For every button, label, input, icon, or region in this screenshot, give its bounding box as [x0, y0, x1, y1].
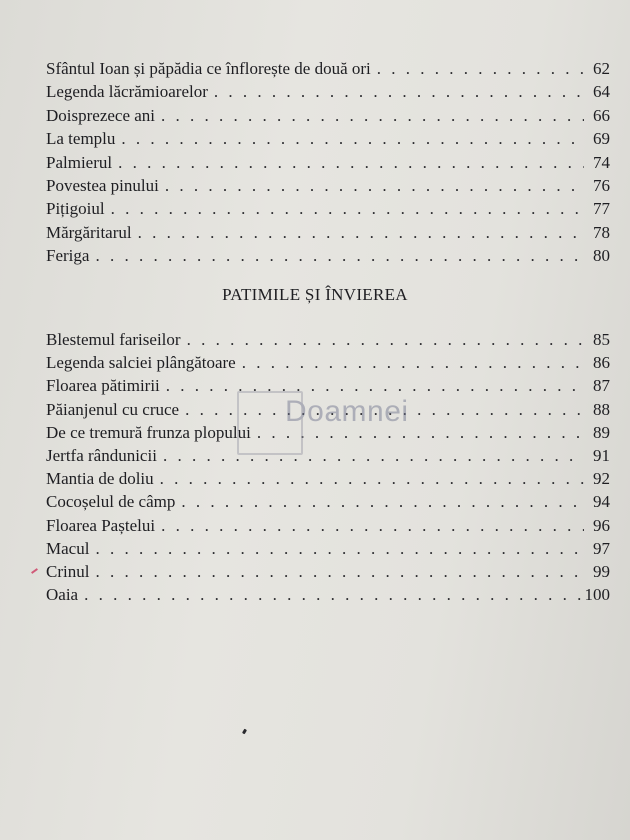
toc-entry-page: 66	[593, 105, 610, 125]
toc-entry-page: 80	[593, 246, 610, 266]
toc-entry	[46, 197, 610, 220]
toc-entry	[46, 351, 610, 374]
toc-entry-title: Blestemul fariseilor	[46, 330, 181, 349]
toc-entry-page: 64	[593, 82, 610, 102]
toc-entry-page: 89	[593, 422, 610, 442]
table-of-contents-upper	[46, 57, 610, 268]
dot-leader	[377, 57, 584, 80]
dot-leader	[242, 351, 584, 374]
dot-leader	[165, 174, 584, 197]
toc-entry-page: 91	[593, 445, 610, 465]
toc-entry	[46, 514, 610, 537]
dot-leader	[181, 490, 584, 513]
toc-entry	[46, 560, 610, 583]
toc-entry-title: Macul	[46, 538, 90, 558]
toc-entry	[46, 328, 610, 351]
dot-leader	[118, 151, 584, 174]
dot-leader	[95, 560, 584, 583]
dot-leader	[121, 127, 584, 150]
toc-entry-title: Sfântul Ioan și păpădia ce înflorește de două ori	[46, 59, 371, 78]
dot-leader	[257, 421, 584, 444]
toc-entry	[46, 583, 610, 606]
toc-entry-title: De ce tremură frunza plopului	[46, 422, 251, 442]
toc-entry-title: Pițigoiul	[46, 199, 105, 219]
toc-entry-title: Păianjenul cu cruce	[46, 399, 180, 419]
toc-entry	[46, 490, 610, 513]
table-of-contents-lower	[46, 328, 610, 606]
toc-entry-page: 62	[593, 59, 610, 78]
toc-entry-page: 77	[593, 199, 610, 219]
toc-entry	[46, 421, 610, 444]
dot-leader	[161, 514, 584, 537]
toc-entry-title: Feriga	[46, 246, 90, 266]
toc-entry	[46, 151, 610, 174]
toc-entry	[46, 174, 610, 197]
toc-entry	[46, 444, 610, 467]
toc-entry-page: 74	[593, 152, 610, 172]
section-heading: PATIMILE ȘI ÎNVIEREA	[222, 285, 408, 304]
toc-entry-page: 86	[593, 353, 610, 373]
pencil-mark	[31, 568, 38, 574]
toc-entry	[46, 244, 610, 267]
toc-entry-title: Floarea pătimirii	[46, 376, 160, 396]
toc-entry-title: La templu	[46, 129, 116, 149]
ink-speck	[242, 729, 247, 735]
dot-leader	[185, 398, 584, 421]
toc-entry-page: 94	[593, 492, 610, 512]
toc-entry	[46, 398, 610, 421]
toc-entry	[46, 221, 610, 244]
toc-entry-title: Floarea Paștelui	[46, 515, 156, 535]
toc-entry-page: 92	[593, 469, 610, 489]
toc-entry-title: Mantia de doliu	[46, 469, 154, 489]
dot-leader	[166, 374, 584, 397]
toc-entry-title: Legenda salciei plângătoare	[46, 353, 236, 373]
toc-entry-page: 85	[593, 330, 610, 349]
toc-entry	[46, 467, 610, 490]
toc-entry	[46, 127, 610, 150]
toc-entry-page: 78	[593, 222, 610, 242]
toc-entry-title: Oaia	[46, 585, 79, 605]
dot-leader	[95, 244, 584, 267]
toc-entry-title: Palmierul	[46, 152, 113, 172]
toc-entry	[46, 537, 610, 560]
toc-entry-title: Crinul	[46, 561, 90, 581]
toc-entry	[46, 80, 610, 103]
toc-entry-title: Jertfa rândunicii	[46, 445, 157, 465]
toc-entry-page: 97	[593, 538, 610, 558]
dot-leader	[163, 444, 584, 467]
dot-leader	[187, 328, 584, 351]
toc-entry-page: 76	[593, 175, 610, 195]
toc-entry-title: Doisprezece ani	[46, 105, 156, 125]
toc-entry-title: Legenda lăcrămioarelor	[46, 82, 208, 102]
toc-entry-title: Povestea pinului	[46, 175, 159, 195]
toc-entry-page: 100	[584, 585, 610, 605]
dot-leader	[111, 197, 584, 220]
toc-entry-page: 99	[593, 561, 610, 581]
toc-entry	[46, 104, 610, 127]
watermark-text: Doamnei	[285, 395, 409, 428]
toc-entry-title: Cocoșelul de câmp	[46, 492, 176, 512]
toc-entry-page: 87	[593, 376, 610, 396]
dot-leader	[138, 221, 584, 244]
dot-leader	[95, 537, 584, 560]
toc-entry	[46, 374, 610, 397]
dot-leader	[160, 467, 584, 490]
dot-leader	[161, 104, 584, 127]
dot-leader	[84, 583, 580, 606]
toc-entry	[46, 57, 610, 80]
toc-entry-title: Mărgăritarul	[46, 222, 132, 242]
toc-entry-page: 96	[593, 515, 610, 535]
toc-entry-page: 88	[593, 399, 610, 419]
toc-entry-page: 69	[593, 129, 610, 149]
dot-leader	[214, 80, 584, 103]
